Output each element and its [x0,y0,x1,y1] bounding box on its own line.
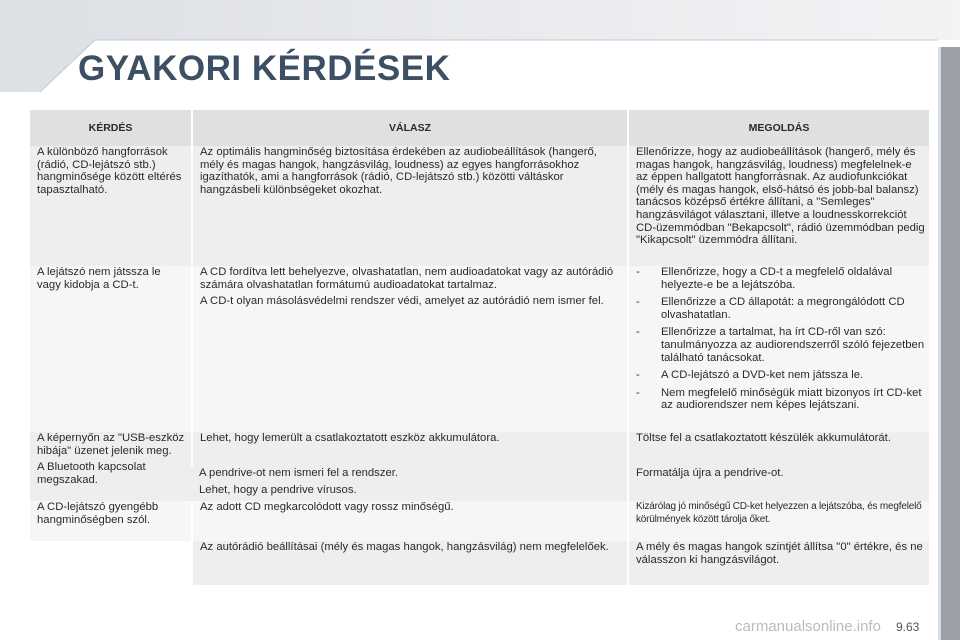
column-header-question: KÉRDÉS [30,110,192,146]
table-header-row [30,110,929,146]
solution-cell: Ellenőrizze, hogy az audiobeállítások (hangerő, mély és magas hangok, hangzásvilág, loudness) megfelelnek-e az éppen hallgatott hangforrásnak. Az audiofunkciókat (mély és magas hangok, első-hátsó és jobb-bal balansz) tanácsos középső értékre állítani, a "Semleges" hangzásvilágot választani, illetve a loudnesskorrekciót CD-üzemmódban "Bekapcsolt", rádió üzemmódban pedig "Kikapcsolt" üzemmódra állítani. [628,146,929,266]
chapter-side-tab [941,47,960,640]
question-cell [30,432,192,501]
table-row [30,146,929,266]
empty-cell [30,541,192,585]
solution-cell: Kizárólag jó minőségű CD-ket helyezzen a lejátszóba, és megfelelő körülmények között tárolja őket. [628,501,929,541]
solution-list [636,266,925,412]
faq-table [30,110,929,585]
question-cell: A lejátszó nem játssza le vagy kidobja a CD-t. [30,266,192,432]
table-row [30,501,929,541]
question-paragraph: A képernyőn az "USB-eszköz hibája" üzenet jelenik meg. [37,432,185,457]
page-title: GYAKORI KÉRDÉSEK [78,49,451,88]
answer-cell: Az optimális hangminőség biztosítása érdekében az audiobeállítások (hangerő, mély és magas hangok, hangzásvilág, loudness) az egyes hangforrásokhoz igazíthatók, ami a hangforrások (rádió, CD-lejátszó stb.) közötti váltáskor hangzásbeli különbségeket okozhat. [192,146,628,266]
watermark: carmanualsonline.info [735,618,881,635]
solution-cell [628,266,929,432]
list-item: - Ellenőrizze a tartalmat, ha írt CD-ről van szó: tanulmányozza az audiorendszerről szóló fejezetben található tanácsokat. [636,326,925,364]
answer-paragraph: Lehet, hogy a pendrive vírusos. [199,483,357,496]
question-cell: A különböző hangforrások (rádió, CD-lejátszó stb.) hangminősége között eltérés tapasztalható. [30,146,192,266]
solution-cell: Formatálja újra a pendrive-ot. [628,467,929,501]
page-number: 9.63 [896,620,920,634]
answer-cell: Lehet, hogy lemerült a csatlakoztatott eszköz akkumulátora. [192,432,628,467]
answer-cell [192,266,628,432]
list-item: - Ellenőrizze a CD állapotát: a megrongálódott CD olvashatatlan. [636,296,925,321]
answer-cell: Az adott CD megkarcolódott vagy rossz minőségű. [192,501,628,541]
answer-paragraph: A CD fordítva lett behelyezve, olvashatatlan, nem audioadatokat vagy az autórádió számára olvashatatlan formátumú audioadatokat tartalmaz. [200,266,614,291]
question-paragraph: A Bluetooth kapcsolat megszakad. [37,461,146,486]
solution-cell: Töltse fel a csatlakoztatott készülék akkumulátorát. [628,432,929,467]
list-item: - A CD-lejátszó a DVD-ket nem játssza le. [636,369,925,382]
answer-paragraph: A pendrive-ot nem ismeri fel a rendszer. [199,467,399,479]
answer-cell [192,467,628,501]
column-header-answer: VÁLASZ [192,110,628,146]
column-header-solution: MEGOLDÁS [628,110,929,146]
table-row [30,266,929,432]
table-row [30,432,929,467]
solution-cell: A mély és magas hangok szintjét állítsa "0" értékre, és ne válasszon ki hangzásvilágot. [628,541,929,585]
question-cell: A CD-lejátszó gyengébb hangminőségben szól. [30,501,192,541]
answer-paragraph: A CD-t olyan másolásvédelmi rendszer védi, amelyet az autórádió nem ismer fel. [200,295,604,308]
list-item: - Nem megfelelő minőségük miatt bizonyos írt CD-ket az audiorendszer nem képes lejátszani. [636,387,925,412]
list-item: - Ellenőrizze, hogy a CD-t a megfelelő oldalával helyezte-e be a lejátszóba. [636,266,925,291]
table-row [30,541,929,585]
answer-cell: Az autórádió beállításai (mély és magas hangok, hangzásvilág) nem megfelelőek. [192,541,628,585]
